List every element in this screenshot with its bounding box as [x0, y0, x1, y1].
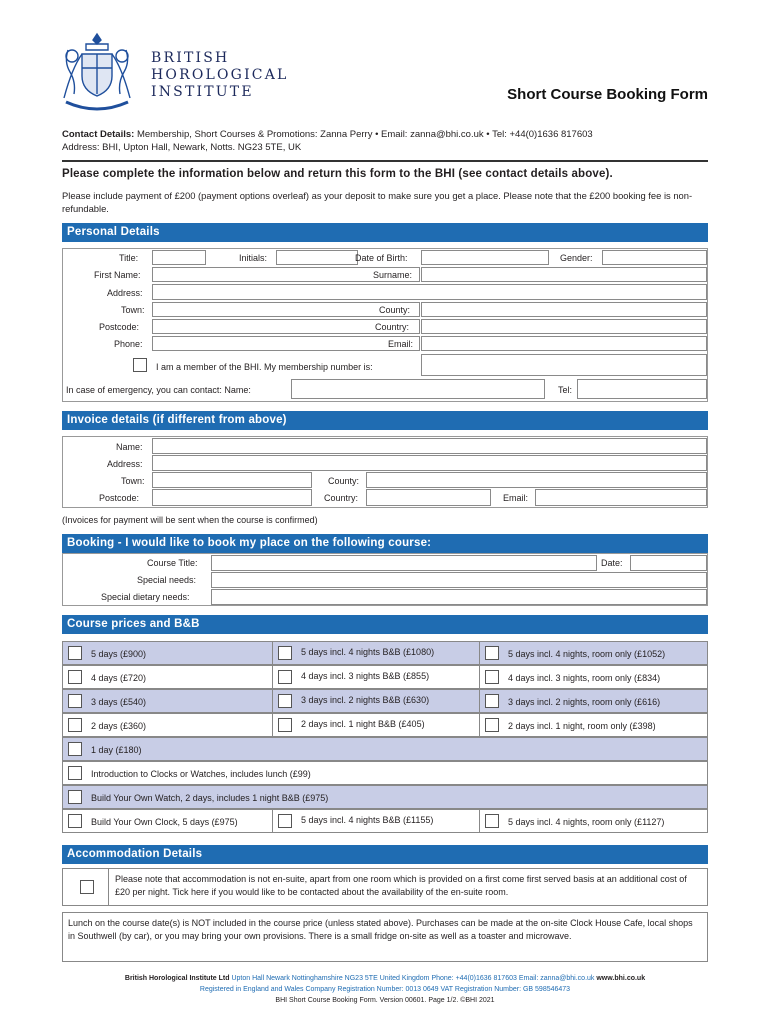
- contact-address: Address: BHI, Upton Hall, Newark, Notts. NG23 5TE, UK: [62, 141, 302, 153]
- title-field[interactable]: [152, 250, 206, 265]
- price-checkbox[interactable]: [68, 766, 82, 780]
- invoice-name-field[interactable]: [152, 438, 707, 454]
- price-option: 5 days incl. 4 nights B&B (£1155): [301, 815, 434, 825]
- country-label: Country:: [375, 322, 410, 332]
- personal-details-grid: [62, 248, 708, 402]
- org-line-1: BRITISH: [151, 50, 230, 66]
- price-row-watch: [62, 785, 708, 809]
- invoice-postcode-label: Postcode:: [99, 493, 140, 503]
- header-divider: [62, 160, 708, 162]
- price-row-one-day: [62, 737, 708, 761]
- price-row: [62, 665, 708, 689]
- county-label: County:: [379, 305, 411, 315]
- phone-label: Phone:: [114, 339, 143, 349]
- initials-field[interactable]: [276, 250, 358, 265]
- dob-label: Date of Birth:: [355, 253, 408, 263]
- emergency-tel-label: Tel:: [558, 385, 573, 395]
- footer-website[interactable]: www.bhi.co.uk: [596, 975, 646, 982]
- price-option: 4 days incl. 3 nights, room only (£834): [508, 673, 661, 683]
- town-label: Town:: [121, 305, 145, 315]
- contact-text: Membership, Short Courses & Promotions: Zanna Perry • Email: zanna@bhi.co.uk • Tel: +44(0)1636 817603: [134, 129, 593, 140]
- gender-field[interactable]: [602, 250, 707, 265]
- invoice-town-label: Town:: [121, 476, 145, 486]
- emergency-tel-field[interactable]: [577, 379, 707, 399]
- special-needs-field[interactable]: [211, 572, 707, 588]
- bhi-crest-logo: [58, 28, 136, 112]
- price-option: Introduction to Clocks or Watches, includes lunch (£99): [91, 769, 311, 779]
- price-row: [62, 689, 708, 713]
- invoice-postcode-field[interactable]: [152, 489, 312, 506]
- invoice-grid: [62, 436, 708, 508]
- price-checkbox[interactable]: [68, 646, 82, 660]
- surname-field[interactable]: [421, 267, 707, 282]
- price-row-intro: [62, 761, 708, 785]
- price-checkbox[interactable]: [68, 694, 82, 708]
- initials-label: Initials:: [239, 253, 268, 263]
- invoice-county-label: County:: [328, 476, 360, 486]
- footer-company: British Horological Institute Ltd: [124, 975, 230, 982]
- invoice-name-label: Name:: [116, 442, 143, 452]
- county-field[interactable]: [421, 302, 707, 317]
- address-label: Address:: [107, 288, 143, 298]
- invoice-town-field[interactable]: [152, 472, 312, 488]
- title-label: Title:: [119, 253, 139, 263]
- invoice-address-field[interactable]: [152, 455, 707, 471]
- org-line-3: INSTITUTE: [151, 84, 254, 100]
- footer-version: BHI Short Course Booking Form. Version 00601. Page 1/2. ©BHI 2021: [275, 997, 495, 1004]
- personal-details-heading: Personal Details: [62, 223, 708, 242]
- course-date-label: Date:: [601, 558, 623, 568]
- contact-label: Contact Details:: [62, 129, 135, 140]
- price-checkbox[interactable]: [68, 742, 82, 756]
- invoice-note: (Invoices for payment will be sent when the course is confirmed): [62, 515, 318, 525]
- course-prices-heading: Course prices and B&B: [62, 615, 708, 634]
- country-field[interactable]: [421, 319, 707, 334]
- surname-label: Surname:: [373, 270, 413, 280]
- course-title-field[interactable]: [211, 555, 597, 571]
- contact-details: [62, 129, 712, 154]
- course-title-label: Course Title:: [147, 558, 198, 568]
- price-option: 4 days (£720): [91, 673, 147, 683]
- dietary-needs-field[interactable]: [211, 589, 707, 605]
- course-date-field[interactable]: [630, 555, 707, 571]
- invoice-email-field[interactable]: [535, 489, 707, 506]
- email-label: Email:: [388, 339, 414, 349]
- price-checkbox[interactable]: [68, 670, 82, 684]
- dob-field[interactable]: [421, 250, 549, 265]
- booking-heading: Booking - I would like to book my place on the following course:: [62, 534, 708, 553]
- price-option: 2 days incl. 1 night, room only (£398): [508, 721, 656, 731]
- instructions-body: Please include payment of £200 (payment options overleaf) as your deposit to make sure you get a place. Please note that the £200 booking fee is non-refundable.: [62, 190, 693, 214]
- price-option: 3 days incl. 2 nights B&B (£630): [301, 695, 430, 705]
- invoice-details-heading: Invoice details (if different from above): [62, 411, 708, 430]
- price-option: 5 days incl. 4 nights B&B (£1080): [301, 647, 435, 657]
- email-field[interactable]: [421, 336, 707, 351]
- lunch-note: Lunch on the course date(s) is NOT included in the course price (unless stated above). Purchases can be made at the on-site Clock House Cafe, local shops in Southwell (by car), or you may bring your own provisions. There is a small fridge on-site as well as a toaster and microwave.: [62, 912, 708, 962]
- organisation-name: [151, 50, 289, 101]
- dietary-needs-label: Special dietary needs:: [101, 592, 190, 602]
- accommodation-box: [62, 868, 708, 906]
- invoice-email-label: Email:: [503, 493, 529, 503]
- price-checkbox[interactable]: [68, 718, 82, 732]
- price-checkbox[interactable]: [278, 646, 292, 660]
- price-checkbox[interactable]: [278, 814, 292, 828]
- price-option: Build Your Own Clock, 5 days (£975): [91, 817, 238, 827]
- price-option: 5 days incl. 4 nights, room only (£1127): [508, 817, 665, 827]
- price-option: Build Your Own Watch, 2 days, includes 1 night B&B (£975): [91, 793, 329, 803]
- price-option: 5 days (£900): [91, 649, 147, 659]
- price-option: 2 days (£360): [91, 721, 147, 731]
- invoice-country-label: Country:: [324, 493, 359, 503]
- address-field[interactable]: [152, 284, 707, 300]
- price-option: 2 days incl. 1 night B&B (£405): [301, 719, 425, 729]
- form-title: Short Course Booking Form: [507, 86, 708, 103]
- price-option: 3 days (£540): [91, 697, 147, 707]
- price-row: [62, 713, 708, 737]
- emergency-label: In case of emergency, you can contact: Name:: [66, 385, 251, 395]
- price-checkbox[interactable]: [68, 814, 82, 828]
- booking-grid: [62, 553, 708, 606]
- emergency-name-field[interactable]: [291, 379, 545, 399]
- first-name-label: First Name:: [94, 270, 141, 280]
- invoice-country-field[interactable]: [366, 489, 491, 506]
- price-checkbox[interactable]: [278, 718, 292, 732]
- special-needs-label: Special needs:: [137, 575, 197, 585]
- member-label: I am a member of the BHI. My membership number is:: [156, 362, 373, 372]
- price-checkbox[interactable]: [485, 814, 499, 828]
- footer-line-1: [0, 975, 770, 982]
- org-line-2: HOROLOGICAL: [151, 67, 289, 83]
- price-checkbox[interactable]: [68, 790, 82, 804]
- bhi-member-checkbox[interactable]: [133, 358, 147, 372]
- price-checkbox[interactable]: [485, 670, 499, 684]
- postcode-label: Postcode:: [99, 322, 140, 332]
- price-row-clock: [62, 809, 708, 833]
- price-option: 5 days incl. 4 nights, room only (£1052): [508, 649, 666, 659]
- accommodation-text: Please note that accommodation is not en-suite, apart from one room which is provided on a first come first served basis at an additional cost of £20 per night. Tick here if you would like to be contacted about the availability of the en-suite room.: [115, 874, 687, 897]
- price-checkbox[interactable]: [485, 646, 499, 660]
- invoice-county-field[interactable]: [366, 472, 707, 488]
- footer-registration: Registered in England and Wales Company Registration Number: 0013 0649 VAT Registration Number: GB 598546473: [199, 986, 571, 993]
- price-checkbox[interactable]: [278, 694, 292, 708]
- price-option: 3 days incl. 2 nights, room only (£616): [508, 697, 661, 707]
- membership-number-field[interactable]: [421, 354, 707, 376]
- phone-field[interactable]: [152, 336, 420, 351]
- gender-label: Gender:: [560, 253, 593, 263]
- accommodation-heading: Accommodation Details: [62, 845, 708, 864]
- footer-address: Upton Hall Newark Nottinghamshire NG23 5TE United Kingdom Phone: +44(0)1636 817603 Email: zanna@bhi.co.uk: [229, 975, 597, 982]
- invoice-address-label: Address:: [107, 459, 143, 469]
- price-checkbox[interactable]: [485, 718, 499, 732]
- price-checkbox[interactable]: [485, 694, 499, 708]
- price-option: 4 days incl. 3 nights B&B (£855): [301, 671, 430, 681]
- en-suite-checkbox[interactable]: [80, 880, 94, 894]
- price-row: [62, 641, 708, 665]
- price-option: 1 day (£180): [91, 745, 142, 755]
- instructions-heading: Please complete the information below and return this form to the BHI (see contact details above).: [62, 168, 613, 180]
- price-checkbox[interactable]: [278, 670, 292, 684]
